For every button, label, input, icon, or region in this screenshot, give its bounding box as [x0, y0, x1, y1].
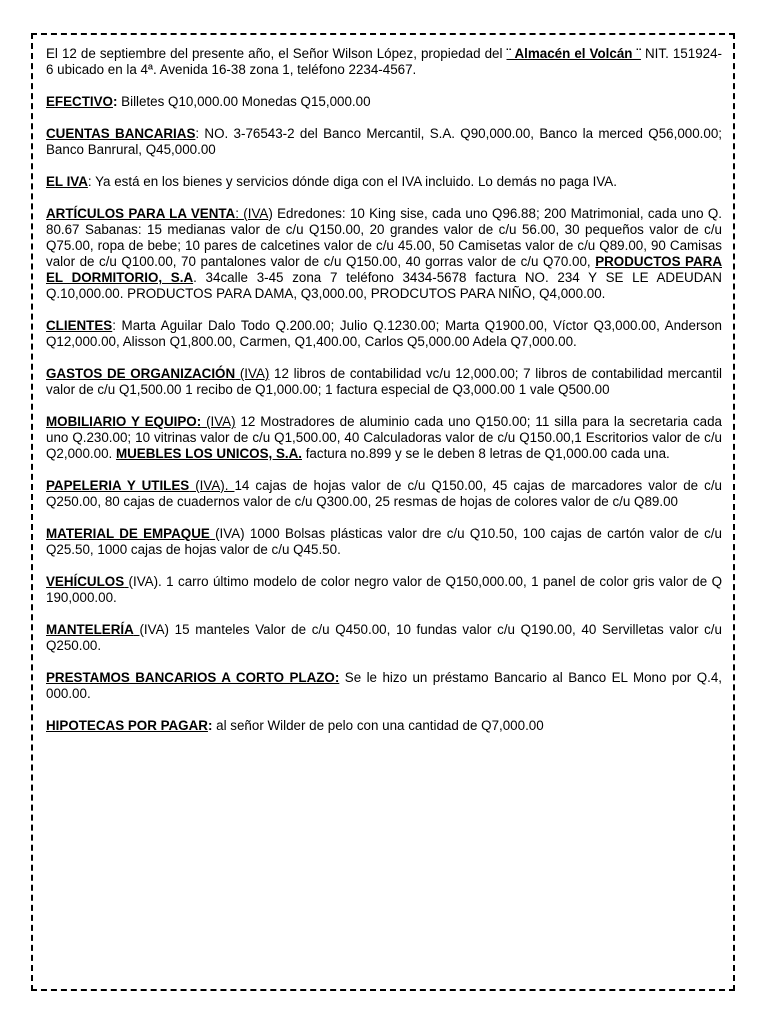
efectivo-text: Billetes Q10,000.00 Monedas Q15,000.00 [117, 94, 371, 109]
vehiculos-heading: VEHÍCULOS [46, 574, 125, 589]
papeleria-paragraph [46, 478, 722, 510]
prestamos-heading: PRESTAMOS BANCARIOS A CORTO PLAZO: [46, 670, 340, 685]
vehiculos-paragraph [46, 574, 722, 606]
mobiliario-paragraph [46, 414, 722, 462]
iva-paragraph [46, 174, 722, 190]
hipotecas-text: al señor Wilder de pelo con una cantidad de Q7,000.00 [212, 718, 544, 733]
iva-heading: EL IVA [46, 174, 88, 189]
manteleria-heading: MANTELERÍA [46, 622, 134, 637]
intro-paragraph [46, 46, 722, 78]
iva-text: : Ya está en los bienes y servicios dónde diga con el IVA incluido. Lo demás no paga IVA. [87, 174, 617, 189]
articulos-iva-tag: : (IVA [235, 206, 269, 221]
intro-address: NIT. 151924-6 ubicado en la 4ª. Avenida 16-38 zona 1, teléfono 2234-4567. [46, 46, 722, 77]
hipotecas-heading: HIPOTECAS POR PAGAR [46, 718, 208, 733]
efectivo-paragraph [46, 94, 722, 110]
prestamos-text: Se le hizo un préstamo Bancario al Banco EL Mono por Q.4, 000.00. [46, 670, 722, 701]
articulos-heading: ARTÍCULOS PARA LA VENTA [46, 206, 236, 221]
articulos-text: ) Edredones: 10 King sise, cada uno Q96.88; 200 Matrimonial, cada uno Q. 80.67 Sabanas: 15 medianas valor de c/u Q150.00, 20 grandes valor de c/u 56.00, 30 pequeños valor de c/u Q75.00, ropa de bebe; 10 pares de calcetines valor de c/u 45.00, 50 Camisetas valor de c/u Q89.00, 90 Camisas valor de c/u Q100.00, 70 pantalones valor de c/u Q150.00, 40 gorras valor de c/u Q70.00, [46, 206, 722, 269]
vehiculos-text: (IVA). 1 carro último modelo de color negro valor de Q150,000.00, 1 panel de color gris valor de Q 190,000.00. [46, 574, 722, 605]
gastos-heading: GASTOS DE ORGANIZACIÓN [46, 366, 236, 381]
intro-text: El 12 de septiembre del presente año, el Señor Wilson López, propiedad del [46, 46, 507, 61]
gastos-text: 12 libros de contabilidad vc/u 12,000.00; 7 libros de contabilidad mercantil valor de c/u Q1,500.00 1 recibo de Q1,000.00; 1 factura especial de Q3,000.00 1 vale Q500.00 [46, 366, 723, 397]
store-name: ¨ Almacén el Volcán ¨ [506, 46, 641, 61]
articulos-supplier: PRODUCTOS PARA EL DORMITORIO, S.A [46, 254, 722, 285]
articulos-text-end: . 34calle 3-45 zona 7 teléfono 3434-5678 factura NO. 234 Y SE LE ADEUDAN Q.10,000.00. PRODUCTOS PARA DAMA, Q3,000.00, PRODCUTOS PARA NIÑO, Q4,000.00. [46, 270, 722, 301]
mobiliario-text-end: factura no.899 y se le deben 8 letras de Q1,000.00 cada una. [301, 446, 670, 461]
mobiliario-iva-tag: (IVA) [201, 414, 236, 429]
papeleria-heading: PAPELERIA Y UTILES [46, 478, 190, 493]
cuentas-heading: CUENTAS BANCARIAS [46, 126, 196, 141]
manteleria-paragraph [46, 622, 722, 654]
mobiliario-supplier: MUEBLES LOS UNICOS, S.A. [115, 446, 302, 461]
papeleria-iva-tag: (IVA). [189, 478, 235, 493]
clientes-heading: CLIENTES [46, 318, 113, 333]
papeleria-text: 14 cajas de hojas valor de c/u Q150.00, 45 cajas de marcadores valor de c/u Q250.00, 80 cajas de cuadernos valor de c/u Q300.00, 25 resmas de hojas de colores valor de c/u Q89.00 [46, 478, 722, 509]
mobiliario-text: 12 Mostradores de aluminio cada uno Q150.00; 11 silla para la secretaria cada uno Q.230.00; 10 vitrinas valor de c/u Q1,500.00, 40 Calculadoras valor de c/u Q150.00,1 Escritorios valor de c/u Q2,000.00. [46, 414, 722, 461]
clientes-paragraph [46, 318, 722, 350]
empaque-heading: MATERIAL DE EMPAQUE [46, 526, 210, 541]
articulos-paragraph [46, 206, 722, 302]
clientes-text: : Marta Aguilar Dalo Todo Q.200.00; Julio Q.1230.00; Marta Q1900.00, Víctor Q3,000.00, Anderson Q12,000.00, Alisson Q1,800.00, Carmen, Q1,400.00, Carlos Q5,000.00 Adela Q7,000.00. [46, 318, 722, 349]
gastos-paragraph [46, 366, 722, 398]
document-body [46, 46, 722, 734]
gastos-iva-tag: (IVA) [235, 366, 270, 381]
efectivo-heading: EFECTIVO [46, 94, 113, 109]
mobiliario-heading: MOBILIARIO Y EQUIPO: [46, 414, 202, 429]
hipotecas-colon: : [207, 718, 213, 733]
hipotecas-paragraph [46, 718, 722, 734]
cuentas-paragraph [46, 126, 722, 158]
efectivo-colon: : [112, 94, 118, 109]
cuentas-text: : NO. 3-76543-2 del Banco Mercantil, S.A. Q90,000.00, Banco la merced Q56,000.00; Banco Banrural, Q45,000.00 [46, 126, 723, 157]
empaque-text: (IVA) 1000 Bolsas plásticas valor dre c/u Q10.50, 100 cajas de cartón valor de c/u Q25.50, 1000 cajas de hojas valor de c/u Q45.50. [46, 526, 722, 557]
manteleria-text: (IVA) 15 manteles Valor de c/u Q450.00, 10 fundas valor c/u Q190.00, 40 Servilletas valor c/u Q250.00. [46, 622, 722, 653]
empaque-paragraph [46, 526, 722, 558]
prestamos-paragraph [46, 670, 722, 702]
